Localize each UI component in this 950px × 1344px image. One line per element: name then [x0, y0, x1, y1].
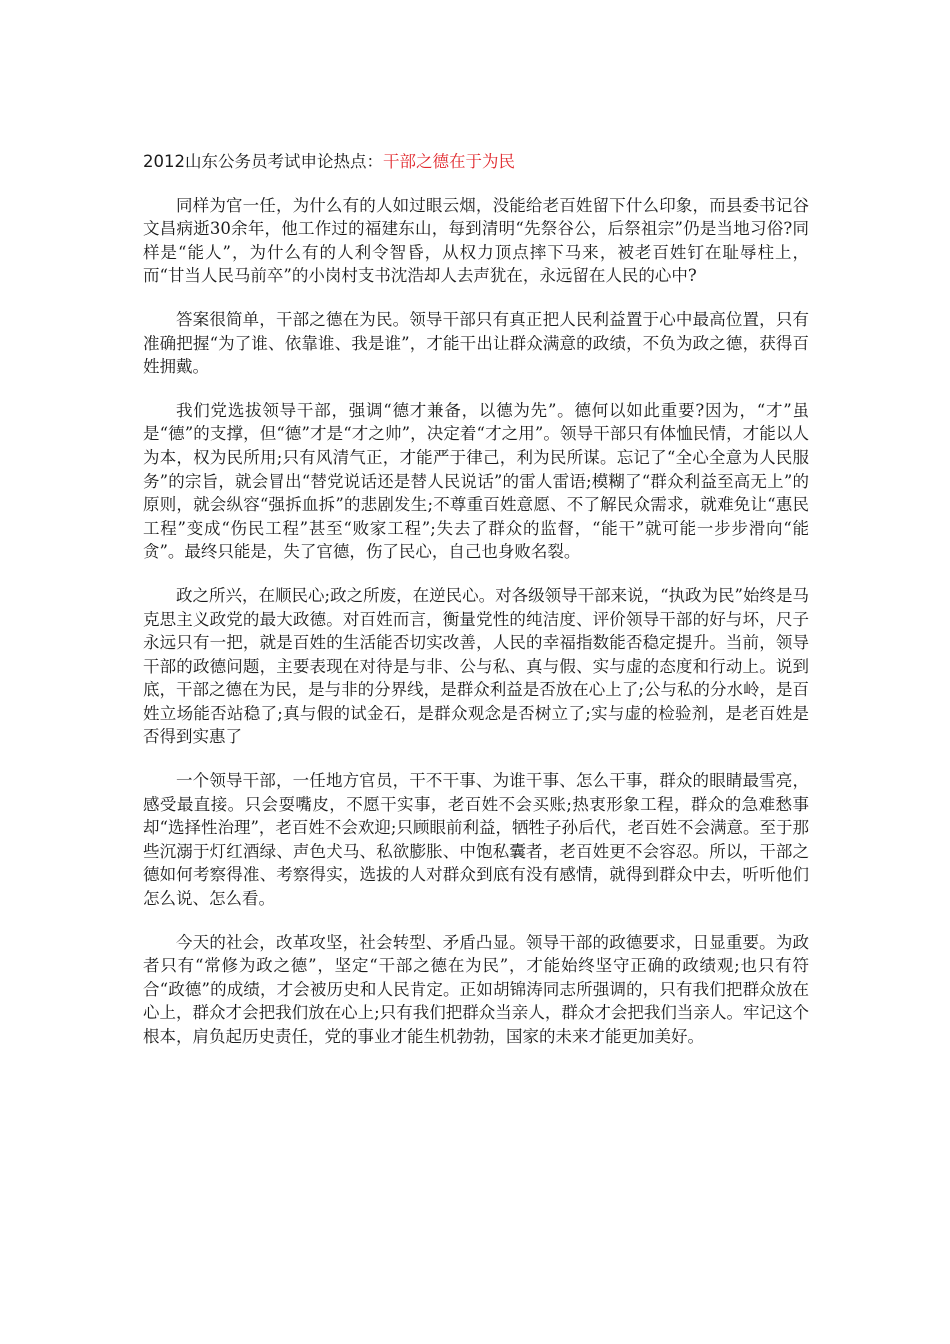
paragraph-4: 政之所兴，在顺民心;政之所废，在逆民心。对各级领导干部来说，“执政为民”始终是马克思主义政党的最大政德。对百姓而言，衡量党性的纯洁度、评价领导干部的好与坏，尺子永远只有一把，就是百姓的生活能否切实改善，人民的幸福指数能否稳定提升。当前，领导干部的政德问题，主要表现在对待是与非、公与私、真与假、实与虚的态度和行动上。说到底，干部之德在为民，是与非的分界线，是群众利益是否放在心上了;公与私的分水岭，是百姓立场能否站稳了;真与假的试金石，是群众观念是否树立了;实与虚的检验剂，是老百姓是否得到实惠了	[143, 585, 809, 747]
paragraph-3: 我们党选拔领导干部，强调“德才兼备，以德为先”。德何以如此重要?因为，“才”虽是“德”的支撑，但“德”才是“才之帅”，决定着“才之用”。领导干部只有体恤民情，才能以人为本，权为民所用;只有风清气正，才能严于律己，利为民所谋。忘记了“全心全意为人民服务”的宗旨，就会冒出“替党说话还是替人民说话”的雷人雷语;模糊了“群众利益至高无上”的原则，就会纵容“强拆血拆”的悲剧发生;不尊重百姓意愿、不了解民众需求，就难免让“惠民工程”变成“伤民工程”甚至“败家工程”;失去了群众的监督，“能干”就可能一步步滑向“能贪”。最终只能是，失了官德，伤了民心，自己也身败名裂。	[143, 400, 809, 562]
paragraph-1: 同样为官一任，为什么有的人如过眼云烟，没能给老百姓留下什么印象，而县委书记谷文昌病逝30余年，他工作过的福建东山，每到清明“先祭谷公，后祭祖宗”仍是当地习俗?同样是“能人”，为什么有的人利令智昏，从权力顶点摔下马来，被老百姓钉在耻辱柱上，而“甘当人民马前卒”的小岗村支书沈浩却人去声犹在，永远留在人民的心中?	[143, 195, 809, 286]
paragraph-6: 今天的社会，改革攻坚，社会转型、矛盾凸显。领导干部的政德要求，日显重要。为政者只有“常修为政之德”，坚定“干部之德在为民”，才能始终坚守正确的政绩观;也只有符合“政德”的成绩，才会被历史和人民肯定。正如胡锦涛同志所强调的，只有我们把群众放在心上，群众才会把我们放在心上;只有我们把群众当亲人，群众才会把我们当亲人。牢记这个根本，肩负起历史责任，党的事业才能生机勃勃，国家的未来才能更加美好。	[143, 932, 809, 1046]
document-page	[143, 150, 809, 1069]
title-highlight: 干部之德在于为民	[383, 152, 515, 171]
document-title	[143, 150, 809, 174]
paragraph-2: 答案很简单，干部之德在为民。领导干部只有真正把人民利益置于心中最高位置，只有准确把握“为了谁、依靠谁、我是谁”，才能干出让群众满意的政绩，不负为政之德，获得百姓拥戴。	[143, 309, 809, 377]
title-prefix: 2012山东公务员考试申论热点：	[143, 152, 383, 171]
paragraph-5: 一个领导干部，一任地方官员，干不干事、为谁干事、怎么干事，群众的眼睛最雪亮，感受最直接。只会耍嘴皮，不愿干实事，老百姓不会买账;热衷形象工程，群众的急难愁事却“选择性治理”，老百姓不会欢迎;只顾眼前利益，牺牲子孙后代，老百姓不会满意。至于那些沉溺于灯红酒绿、声色犬马、私欲膨胀、中饱私囊者，老百姓更不会容忍。所以，干部之德如何考察得准、考察得实，选拔的人对群众到底有没有感情，就得到群众中去，听听他们怎么说、怎么看。	[143, 771, 809, 909]
